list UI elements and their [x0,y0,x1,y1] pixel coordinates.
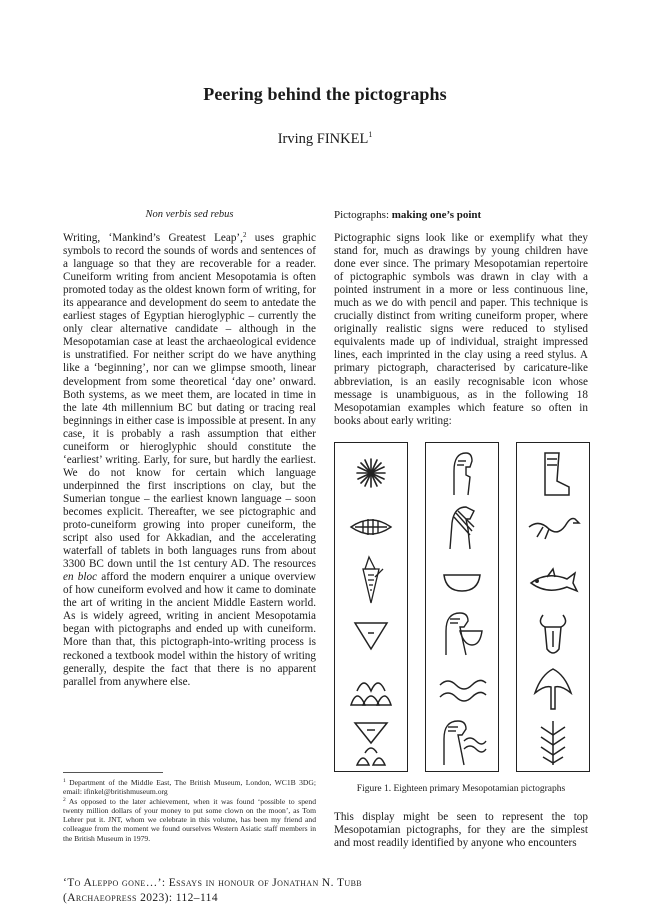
water-sign-icon [426,663,498,715]
display-paragraph: This display might be seen to represent the top Mesopotamian pictographs, for they are the simplest and most readily identified by anyone who encounters [334,811,588,850]
intro-text-b: uses graphic symbols to record the sounds of words and sentences of a language so that they are recoverable for a reader. Cuneiform writing from ancient Mesopotamia is often promoted today as the oldest known form of writing, for its appearance and development do seem to antedate the earliest stages of Egyptian hieroglyphic – currently the only clear alternative candidate – although in the Mesopotamian case at least the archaeological evidence is unstratified. For neither script do we have anything like a ‘beginning’, nor can we glimpse smooth, linear development from some theoretical ‘day one’ onward. Both systems, as we meet them, are located in time in the late 4th millennium BC but dating or tracing real beginnings in either case is impossible at present. In any case, it is probably a rash assumption that either cuneiform or hieroglyphic should constitute the ‘earliest’ writing. Early, for sure, but hardly the earliest. We do not know for certain which language underpinned the first inscriptions on clay, but the Sumerian tongue – the earliest known language – soon becomes explicit. Thereafter, we see pictographic and proto-cuneiform growing into proper cuneiform, the script also used for Akkadian, and the accelerating waterfall of tablets in both languages runs from about 3300 BC down until the 1st century AD. The resources [63,232,316,571]
bowl-sign-icon [426,555,498,607]
footnote-1-text: Department of the Middle East, The British Museum, London, WC1B 3DG; email: ifinkel@britishmuseum.org [63,778,316,797]
triangle-sign-icon [335,609,407,661]
right-column [334,208,588,428]
intro-paragraph [63,232,316,689]
figure-caption: Figure 1. Eighteen primary Mesopotamian pictographs [356,784,566,794]
footnote-1-mark: 1 [63,778,66,784]
pot-drip-sign-icon [335,555,407,607]
triangle-mounds-sign-icon [335,717,407,769]
grain-sign-icon [517,717,589,769]
arrow-head-sign-icon [517,663,589,715]
section-heading-bold: making one’s point [391,209,482,221]
pictograph-figure [334,442,590,772]
intro-italic: en bloc [63,571,98,584]
publisher-line: (Archaeopress 2023): 112–114 [63,892,218,904]
figure-column-2 [425,442,499,772]
fish-basket-sign-icon [335,501,407,553]
pictographs-paragraph: Pictographic signs look like or exemplify what they stand for, much as drawings by young children have done ever since. The primary Mesopotamian repertoire of pictographic symbols was drawn in clay with a pointed instrument in a more or less continuous line, much as we do with pencil and paper. This technique is crucially distinct from writing cuneiform proper, where originally realistic signs were reduced to stylised equivalents made up of individual, straight impressed lines, each imprinted in the clay using a reed stylus. A primary pictograph, characterised by caricature-like abbreviation, is an easily recognisable icon whose message is unambiguous, as in the following 18 Mesopotamian examples which feature so often in books about early writing: [334,232,588,427]
footnote-rule [63,772,163,773]
head-drinking-sign-icon [426,717,498,769]
article-title: Peering behind the pictographs [203,84,447,104]
head-eating-sign-icon [426,501,498,553]
epigraph: Non verbis sed rebus [145,209,234,220]
right-column-continued [334,811,588,850]
ox-head-sign-icon [517,609,589,661]
bird-sign-icon [517,501,589,553]
mounds-sign-icon [335,663,407,715]
footnote-2-mark: 2 [63,796,66,803]
left-column [63,208,316,689]
footnote-2 [63,797,316,843]
fish-sign-icon [517,555,589,607]
figure-column-3 [516,442,590,772]
section-heading-plain: Pictographs: [334,209,392,221]
footnote-1 [63,778,316,797]
intro-text-a: Writing, ‘Mankind’s Greatest Leap’, [63,232,243,244]
figure-column-1 [334,442,408,772]
head-bowl-sign-icon [426,609,498,661]
footnote-mark-2: 2 [242,231,247,239]
intro-text-c: afford the modern enquirer a unique overview of how cuneiform evolved and how it came to dominate the art of writing in the ancient Middle Eastern world. As is widely agreed, writing in ancient Mesopotamia began with pictographs and ended up with cuneiform. More than that, this pictograph-into-writing process is reckoned a textbook model within the history of writing generally, despite the fact that there is no apparent parallel from anywhere else. [63,571,316,688]
head-sign-icon [426,447,498,499]
running-footer [63,876,463,906]
author-footnote-mark: 1 [368,130,373,139]
section-heading [334,208,588,232]
article-author [0,130,650,148]
footnotes [63,778,316,843]
book-title-line: ‘To Aleppo gone…’: Essays in honour of Jonathan N. Tubb [63,877,363,889]
author-name: Irving FINKEL [277,131,369,147]
star-sign-icon [335,447,407,499]
footnote-2-text: As opposed to the later achievement, when it was found ‘possible to spend twenty million dollars of your money to put some clown on the moon’, as Tom Lehrer put it. JNT, whom we celebrate in this volume, has been my friend and colleague from the moment we found ourselves Western Asiatic staff members in the British Museum in 1979. [63,796,316,843]
foot-sign-icon [517,447,589,499]
